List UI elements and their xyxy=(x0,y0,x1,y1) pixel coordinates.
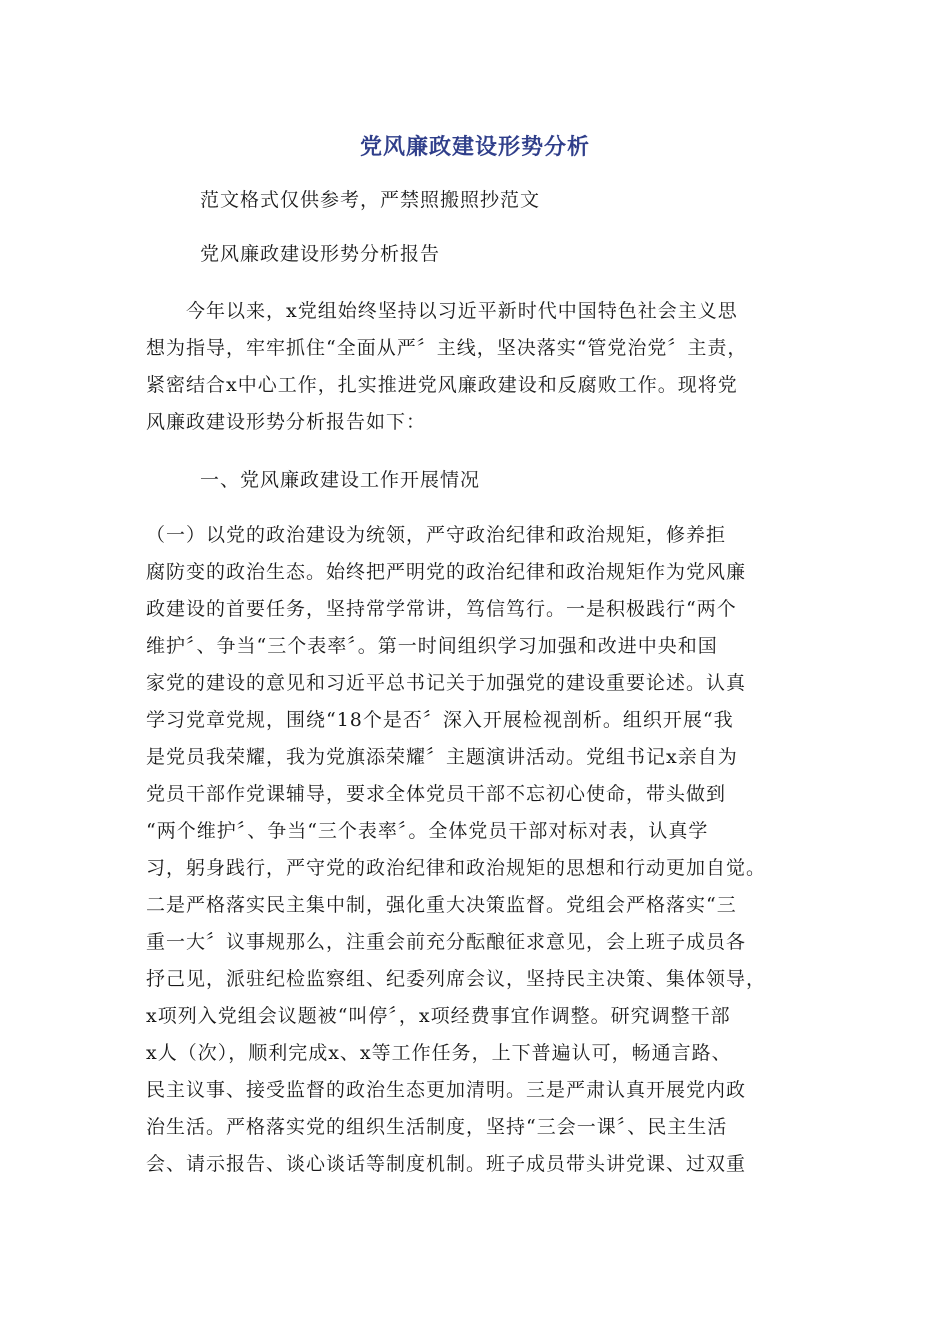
paragraph-line: 紧密结合x中心工作，扎实推进党风廉政建设和反腐败工作。现将党 xyxy=(146,374,738,396)
paragraph-line: 今年以来，x党组始终坚持以习近平新时代中国特色社会主义思 xyxy=(146,300,738,322)
paragraph-line: 是党员我荣耀，我为党旗添荣耀〞主题演讲活动。党组书记x亲自为 xyxy=(146,746,738,768)
paragraph-line: 二是严格落实民主集中制，强化重大决策监督。党组会严格落实“三 xyxy=(146,894,737,916)
document-title: 党风廉政建设形势分析 xyxy=(359,135,590,160)
paragraph-line: 治生活。严格落实党的组织生活制度，坚持“三会一课〞、民主生活 xyxy=(146,1116,728,1138)
paragraph-line: 会、请示报告、谈心谈话等制度机制。班子成员带头讲党课、过双重 xyxy=(146,1153,747,1175)
section-heading: 一、党风廉政建设工作开展情况 xyxy=(200,469,481,491)
intro-paragraph xyxy=(146,293,806,441)
paragraph-line: 维护〞、争当“三个表率〞。第一时间组织学习加强和改进中央和国 xyxy=(146,635,718,657)
paragraph-line: 腐防变的政治生态。始终把严明党的政治纪律和政治规矩作为党风廉 xyxy=(146,561,747,583)
paragraph-line: 党员干部作党课辅导，要求全体党员干部不忘初心使命，带头做到 xyxy=(146,783,727,805)
paragraph-line: “两个维护〞、争当“三个表率〞。全体党员干部对标对表，认真学 xyxy=(146,820,709,842)
paragraph-line: x项列入党组会议题被“叫停〞，x项经费事宜作调整。研究调整干部 xyxy=(146,1005,731,1027)
template-note: 范文格式仅供参考，严禁照搬照抄范文 xyxy=(200,189,541,211)
paragraph-line: 学习党章党规，围绕“18个是否〞深入开展检视剖析。组织开展“我 xyxy=(146,709,734,731)
paragraph-line: 想为指导，牢牢抓住“全面从严〞主线，坚决落实“管党治党〞主责， xyxy=(146,337,748,359)
paragraph-line: 重一大〞议事规那么，注重会前充分酝酿征求意见，会上班子成员各 xyxy=(146,931,747,953)
paragraph-line: 习，躬身践行，严守党的政治纪律和政治规矩的思想和行动更加自觉。 xyxy=(146,857,767,879)
main-paragraph xyxy=(146,517,806,1183)
paragraph-line: 抒己见，派驻纪检监察组、纪委列席会议，坚持民主决策、集体领导， xyxy=(146,968,767,990)
paragraph-line: 政建设的首要任务，坚持常学常讲，笃信笃行。一是积极践行“两个 xyxy=(146,598,737,620)
paragraph-line: 风廉政建设形势分析报告如下： xyxy=(146,411,427,433)
paragraph-line: （一）以党的政治建设为统领，严守政治纪律和政治规矩，修养拒 xyxy=(146,524,727,546)
paragraph-line: x人（次），顺利完成x、x等工作任务，上下普遍认可，畅通言路、 xyxy=(146,1042,732,1064)
report-subtitle: 党风廉政建设形势分析报告 xyxy=(200,243,441,265)
paragraph-line: 家党的建设的意见和习近平总书记关于加强党的建设重要论述。认真 xyxy=(146,672,747,694)
paragraph-line: 民主议事、接受监督的政治生态更加清明。三是严肃认真开展党内政 xyxy=(146,1079,747,1101)
